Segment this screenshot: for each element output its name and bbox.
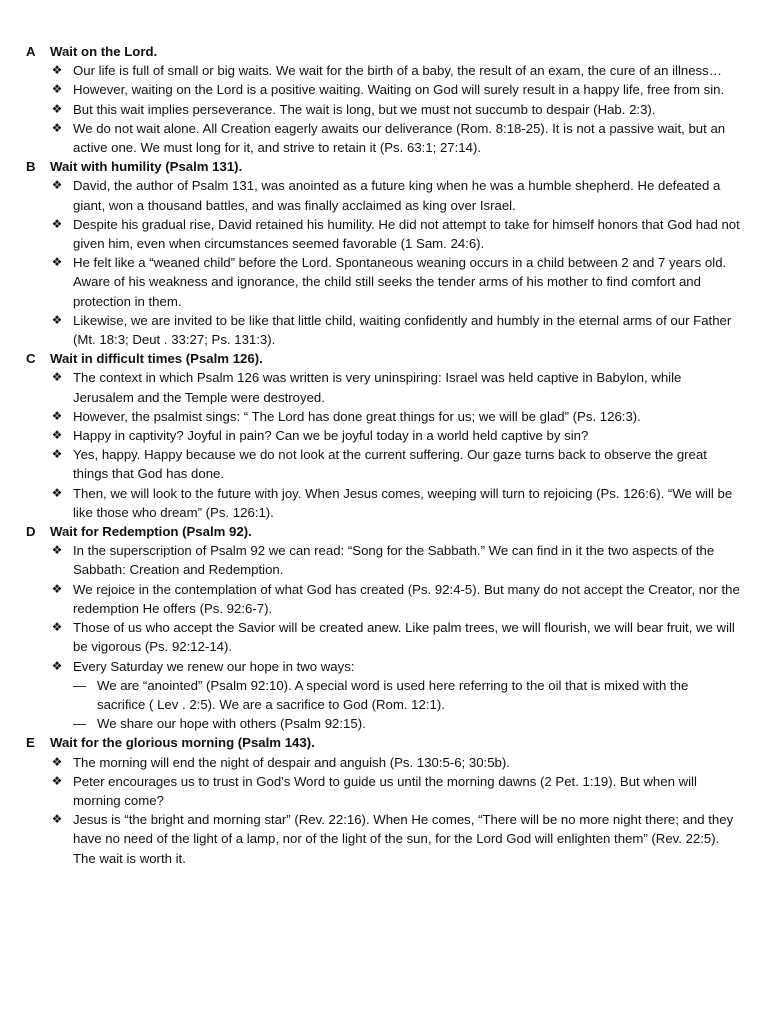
list-item-text: However, the psalmist sings: “ The Lord has done great things for us; we will be glad” (Ps. 126:3). bbox=[73, 408, 641, 424]
section-letter: B bbox=[26, 159, 36, 175]
bullet-list bbox=[0, 753, 768, 868]
four-point-star-bullet-icon: ❖ bbox=[51, 216, 63, 231]
list-item bbox=[0, 657, 768, 676]
list-item-text: Peter encourages us to trust in God's Word to guide us until the morning dawns (2 Pet. 1:19). But when will morning come? bbox=[73, 773, 697, 808]
list-item bbox=[0, 810, 768, 868]
section-title: Wait in difficult times (Psalm 126). bbox=[50, 351, 263, 367]
section-e bbox=[0, 733, 768, 867]
list-item bbox=[0, 119, 768, 157]
outline-document bbox=[0, 42, 768, 868]
list-item bbox=[0, 445, 768, 483]
list-item-text: Despite his gradual rise, David retained his humility. He did not attempt to take for himself honors that God had not given him, even when circumstances seemed favorable (1 Sam. 24:6). bbox=[73, 216, 740, 252]
section-heading bbox=[0, 522, 768, 541]
four-point-star-bullet-icon: ❖ bbox=[51, 82, 63, 97]
four-point-star-bullet-icon: ❖ bbox=[51, 63, 63, 78]
list-item-text: The morning will end the night of despair and anguish (Ps. 130:5-6; 30:5b). bbox=[73, 754, 510, 770]
four-point-star-bullet-icon: ❖ bbox=[51, 658, 63, 673]
list-item bbox=[0, 176, 768, 214]
four-point-star-bullet-icon: ❖ bbox=[51, 581, 63, 596]
list-item bbox=[0, 541, 768, 579]
list-item-text: Those of us who accept the Savior will be created anew. Like palm trees, we will flourish, we will bear fruit, we will be vigorous (Ps. 92:12-14). bbox=[73, 620, 735, 655]
list-item bbox=[0, 80, 768, 99]
section-heading bbox=[0, 157, 768, 176]
list-item-text: David, the author of Psalm 131, was anointed as a future king when he was a humble shepherd. He defeated a giant, won a thousand battles, and was finally acclaimed as king over Israel. bbox=[73, 178, 721, 213]
four-point-star-bullet-icon: ❖ bbox=[51, 101, 63, 116]
section-title: Wait for Redemption (Psalm 92). bbox=[50, 524, 252, 540]
four-point-star-bullet-icon: ❖ bbox=[51, 370, 63, 385]
list-item bbox=[0, 215, 768, 253]
four-point-star-bullet-icon: ❖ bbox=[51, 812, 63, 827]
list-item bbox=[0, 426, 768, 445]
section-title: Wait on the Lord. bbox=[50, 44, 158, 59]
section-title: Wait with humility (Psalm 131). bbox=[50, 159, 243, 175]
four-point-star-bullet-icon: ❖ bbox=[51, 773, 63, 788]
list-item bbox=[0, 484, 768, 522]
list-item-text: But this wait implies perseverance. The wait is long, but we must not succumb to despair (Hab. 2:3). bbox=[73, 101, 656, 117]
sub-list-item-text: We share our hope with others (Psalm 92:15). bbox=[97, 716, 366, 732]
sub-list-item bbox=[0, 714, 768, 733]
list-item bbox=[0, 407, 768, 426]
section-d bbox=[0, 522, 768, 733]
bullet-list bbox=[0, 61, 768, 157]
four-point-star-bullet-icon: ❖ bbox=[51, 620, 63, 635]
four-point-star-bullet-icon: ❖ bbox=[51, 485, 63, 500]
section-letter: D bbox=[26, 524, 36, 540]
section-heading bbox=[0, 349, 768, 368]
list-item-text: Jesus is “the bright and morning star” (Rev. 22:16). When He comes, “There will be no more night there; and they have no need of the light of a lamp, nor of the light of the sun, for the Lord God will enlighten them” (Rev. 22:5). The wait is worth it. bbox=[73, 812, 734, 866]
section-title: Wait for the glorious morning (Psalm 143). bbox=[50, 735, 315, 751]
four-point-star-bullet-icon: ❖ bbox=[51, 120, 63, 135]
section-heading bbox=[0, 42, 768, 61]
list-item-text: Every Saturday we renew our hope in two ways: bbox=[73, 658, 355, 674]
list-item-text: Our life is full of small or big waits. We wait for the birth of a baby, the result of an exam, the cure of an illness… bbox=[73, 63, 722, 79]
section-heading bbox=[0, 733, 768, 752]
list-item bbox=[0, 753, 768, 772]
list-item-text: He felt like a “weaned child” before the Lord. Spontaneous weaning occurs in a child between 2 and 7 years old. Aware of his weakness and ignorance, the child still seeks the tender arms of his mother to find comfort and protection in them. bbox=[73, 255, 727, 309]
section-letter: A bbox=[26, 44, 36, 59]
four-point-star-bullet-icon: ❖ bbox=[51, 178, 63, 193]
list-item-text: However, waiting on the Lord is a positive waiting. Waiting on God will surely result in a happy life, free from sin. bbox=[73, 82, 725, 98]
four-point-star-bullet-icon: ❖ bbox=[51, 312, 63, 327]
list-item-text: We do not wait alone. All Creation eagerly awaits our deliverance (Rom. 8:18-25). It is not a passive wait, but an active one. We must long for it, and strive to retain it (Ps. 63:1; 27:14). bbox=[73, 120, 726, 156]
section-c bbox=[0, 349, 768, 522]
list-item bbox=[0, 61, 768, 80]
list-item bbox=[0, 580, 768, 618]
four-point-star-bullet-icon: ❖ bbox=[51, 408, 63, 423]
list-item bbox=[0, 772, 768, 810]
bullet-list bbox=[0, 541, 768, 675]
list-item-text: Yes, happy. Happy because we do not look at the current suffering. Our gaze turns back to observe the great things that God has done. bbox=[73, 447, 707, 482]
bullet-list bbox=[0, 368, 768, 522]
list-item bbox=[0, 311, 768, 349]
em-dash-icon: — bbox=[73, 716, 87, 732]
four-point-star-bullet-icon: ❖ bbox=[51, 543, 63, 558]
list-item-text: In the superscription of Psalm 92 we can read: “Song for the Sabbath.” We can find in it the two aspects of the Sabbath: Creation and Redemption. bbox=[73, 543, 715, 578]
list-item bbox=[0, 618, 768, 656]
list-item-text: The context in which Psalm 126 was written is very uninspiring: Israel was held captive in Babylon, while Jerusalem and the Temple were destroyed. bbox=[73, 370, 682, 405]
four-point-star-bullet-icon: ❖ bbox=[51, 428, 63, 443]
bullet-list bbox=[0, 176, 768, 349]
sub-list-item bbox=[0, 676, 768, 714]
list-item-text: Happy in captivity? Joyful in pain? Can we be joyful today in a world held captive by sin? bbox=[73, 428, 589, 444]
list-item-text: We rejoice in the contemplation of what God has created (Ps. 92:4-5). But many do not accept the Creator, nor the redemption He offers (Ps. 92:6-7). bbox=[73, 581, 740, 616]
four-point-star-bullet-icon: ❖ bbox=[51, 255, 63, 270]
section-b bbox=[0, 157, 768, 349]
section-letter: E bbox=[26, 735, 35, 751]
four-point-star-bullet-icon: ❖ bbox=[51, 754, 63, 769]
sub-bullet-list bbox=[0, 676, 768, 734]
list-item-text: Likewise, we are invited to be like that little child, waiting confidently and humbly in the eternal arms of our Father (Mt. 18:3; Deut . 33:27; Ps. 131:3). bbox=[73, 312, 732, 348]
em-dash-icon: — bbox=[73, 677, 87, 693]
list-item bbox=[0, 253, 768, 311]
section-a bbox=[0, 42, 768, 157]
four-point-star-bullet-icon: ❖ bbox=[51, 447, 63, 462]
section-letter: C bbox=[26, 351, 36, 367]
list-item-text: Then, we will look to the future with joy. When Jesus comes, weeping will turn to rejoicing (Ps. 126:6). “We will be like those who dream” (Ps. 126:1). bbox=[73, 485, 733, 520]
list-item bbox=[0, 368, 768, 406]
sub-list-item-text: We are “anointed” (Psalm 92:10). A special word is used here referring to the oil that is mixed with the sacrifice ( Lev . 2:5). We are a sacrifice to God (Rom. 12:1). bbox=[97, 677, 689, 712]
list-item bbox=[0, 100, 768, 119]
